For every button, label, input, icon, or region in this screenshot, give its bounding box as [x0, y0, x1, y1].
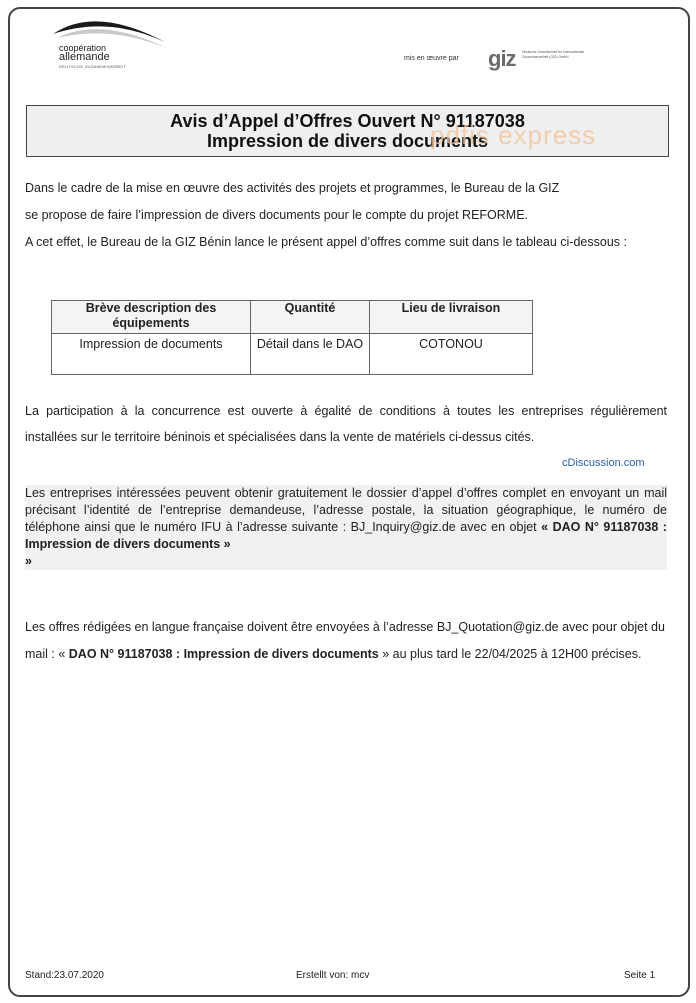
table-header-row [52, 301, 533, 334]
logo-text [59, 44, 126, 71]
table-cell-quantity: Détail dans le DAO [251, 334, 370, 375]
giz-logo: giz [488, 46, 516, 71]
table-header-location: Lieu de livraison [370, 301, 533, 334]
title-line-1: Avis d’Appel d’Offres Ouvert N° 91187038 [170, 111, 525, 131]
offres-text-after: » au plus tard le 22/04/2025 à 12H00 précises. [382, 646, 642, 661]
offer-table [51, 300, 533, 375]
footer-erstellt: Erstellt von: mcv [296, 970, 370, 981]
dossier-paragraph [25, 485, 667, 570]
intro-line-2: se propose de faire l’impression de divers documents pour le compte du projet REFORME. [25, 208, 529, 222]
offres-paragraph [25, 614, 667, 667]
dossier-text: Les entreprises intéressées peuvent obtenir gratuitement le dossier d’appel d’offres complet en envoyant un mail précisant l’identité de l’entreprise demandeuse, l’adresse postale, la situation géographique, le numéro de téléphone ainsi que le numéro IFU à l’adresse suivante : BJ_Inquiry@giz.de avec en objet [25, 486, 667, 534]
giz-subtext: Deutsche Gesellschaft für Internationale Zusammenarbeit (GIZ) GmbH [522, 50, 585, 59]
table-cell-location: COTONOU [370, 334, 533, 375]
cooperation-allemande-logo [45, 12, 175, 72]
dossier-trailing: » [25, 554, 32, 568]
participation-paragraph: La participation à la concurrence est ouverte à égalité de conditions à toutes les entreprises régulièrement installées sur le territoire béninois et spécialisées dans la vente de matériels ci-dessus cités. [25, 404, 667, 444]
logo-line-3: DEUTSCHE ZUSAMMENARBEIT [59, 64, 127, 69]
intro-line-1: Dans le cadre de la mise en œuvre des activités des projets et programmes, le Bureau de la GIZ [25, 181, 560, 195]
cdiscussion-watermark: cDiscussion.com [562, 457, 645, 469]
dossier-subject: « DAO N° 91187038 : Impression de divers documents » [25, 520, 667, 551]
title-line-2: Impression de divers documents [206, 131, 489, 151]
offres-subject: DAO N° 91187038 : Impression de divers documents [68, 646, 379, 661]
table-header-quantity: Quantité [251, 301, 370, 334]
intro-paragraph [25, 175, 667, 256]
table-header-description: Brève description des équipements [52, 301, 251, 334]
footer-stand: Stand:23.07.2020 [25, 970, 104, 981]
intro-line-3: A cet effet, le Bureau de la GIZ Bénin lance le présent appel d’offres comme suit dans le tableau ci-dessous : [25, 235, 627, 249]
watermark: pdfis express [430, 120, 597, 150]
table-cell-description: Impression de documents [52, 334, 251, 375]
implemented-by-label: mis en œuvre par [404, 55, 459, 62]
logo-line-2: allemande [59, 51, 110, 63]
logo-line-1: coopération [59, 43, 107, 53]
table-row [52, 334, 533, 375]
offres-text-before: Les offres rédigées en langue française doivent être envoyées à l’adresse BJ_Quotation@giz.de avec pour objet du mail : « [25, 620, 665, 661]
footer-seite: Seite 1 [624, 970, 656, 981]
